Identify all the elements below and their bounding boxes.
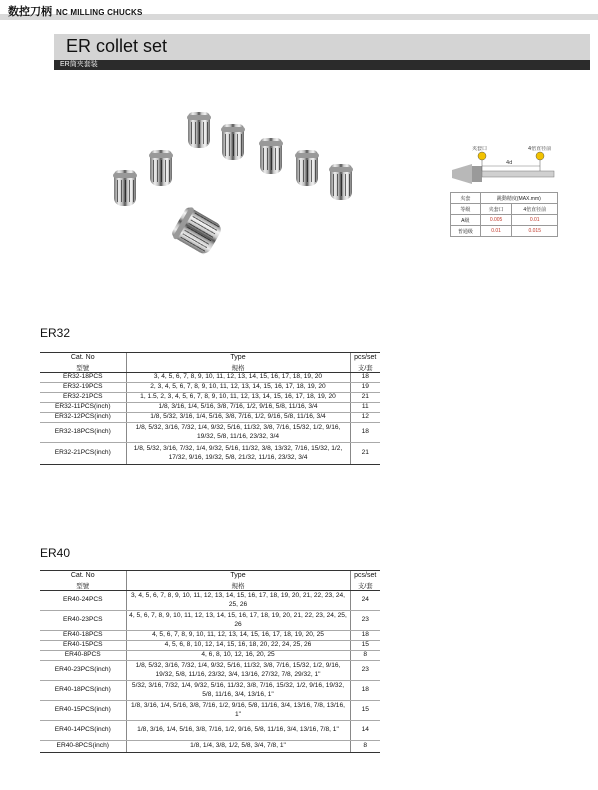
collet-image bbox=[150, 150, 172, 186]
brand-cn: 数控刀柄 bbox=[8, 6, 52, 18]
runout-value: 0.015 bbox=[512, 226, 558, 237]
page-subtitle: ER筒夹套装 bbox=[60, 61, 98, 68]
type-cell: 3, 4, 5, 6, 7, 8, 9, 10, 11, 12, 13, 14, 15, 16, 17, 18, 19, 20, 21, 22, 23, 24, 25, 26 bbox=[126, 591, 350, 611]
type-cell: 2, 3, 4, 5, 6, 7, 8, 9, 10, 11, 12, 13, 14, 15, 16, 17, 18, 19, 20 bbox=[126, 383, 350, 393]
type-header-cn: 規格 bbox=[126, 363, 350, 373]
cat-no-cell: ER32-21PCS bbox=[40, 393, 126, 403]
type-cell: 1/8, 1/4, 3/8, 1/2, 5/8, 3/4, 7/8, 1" bbox=[126, 741, 350, 753]
cat-no-header-cn: 型號 bbox=[40, 363, 126, 373]
type-cell: 5/32, 3/16, 7/32, 1/4, 9/32, 5/16, 11/32, 3/8, 7/16, 15/32, 1/2, 9/16, 19/32, 5/8, 11/16, 3/4, 13/16, 1" bbox=[126, 681, 350, 701]
pcs-cell: 18 bbox=[350, 373, 380, 383]
pcs-cell: 24 bbox=[350, 591, 380, 611]
pcs-cell: 21 bbox=[350, 393, 380, 403]
cat-no-header: Cat. No bbox=[40, 353, 126, 363]
pcs-header: pcs/set bbox=[350, 353, 380, 363]
four-d-label: 4d bbox=[506, 160, 513, 166]
table-row bbox=[40, 631, 380, 641]
collet-image bbox=[222, 124, 244, 160]
table-row bbox=[40, 383, 380, 393]
cat-no-cell: ER32-11PCS(inch) bbox=[40, 403, 126, 413]
table-row bbox=[40, 651, 380, 661]
runout-col-header: 夹套 bbox=[451, 193, 481, 204]
type-cell: 1/8, 3/16, 1/4, 5/16, 3/8, 7/16, 1/2, 9/16, 5/8, 11/16, 3/4 bbox=[126, 403, 350, 413]
table-row bbox=[40, 681, 380, 701]
type-cell: 1/8, 5/32, 3/16, 7/32, 1/4, 9/32, 5/16, 11/32, 3/8, 7/16, 15/32, 1/2, 9/16, 19/32, 5/8, 11/16, 23/32, 3/4 bbox=[126, 423, 350, 443]
table-row bbox=[40, 423, 380, 443]
cat-no-cell: ER40-18PCS bbox=[40, 631, 126, 641]
runout-value: 0.01 bbox=[512, 215, 558, 226]
cat-no-cell: ER32-18PCS bbox=[40, 373, 126, 383]
grade-label: 等级 bbox=[451, 204, 481, 215]
type-cell: 4, 5, 6, 8, 10, 12, 14, 15, 16, 18, 20, 22, 24, 25, 26 bbox=[126, 641, 350, 651]
table-row bbox=[40, 661, 380, 681]
runout-value: 0.01 bbox=[480, 226, 512, 237]
tool-holder-sketch bbox=[450, 146, 598, 192]
four-dia-label: 4倍直径前 bbox=[528, 146, 552, 152]
brand-label bbox=[8, 3, 143, 19]
cat-no-cell: ER32-19PCS bbox=[40, 383, 126, 393]
cat-no-cell: ER40-15PCS bbox=[40, 641, 126, 651]
collet-image bbox=[260, 138, 282, 174]
type-cell: 1, 1.5, 2, 3, 4, 5, 6, 7, 8, 9, 10, 11, 12, 13, 14, 15, 16, 17, 18, 19, 20 bbox=[126, 393, 350, 403]
table-row bbox=[40, 403, 380, 413]
er40-section-title: ER40 bbox=[40, 546, 71, 560]
grade-name: A级 bbox=[451, 215, 481, 226]
pcs-cell: 18 bbox=[350, 631, 380, 641]
collet-image bbox=[330, 164, 352, 200]
collet-image bbox=[296, 150, 318, 186]
table-row bbox=[40, 721, 380, 741]
type-header: Type bbox=[126, 571, 350, 581]
table-row bbox=[40, 701, 380, 721]
table-row bbox=[40, 741, 380, 753]
cat-no-cell: ER40-14PCS(inch) bbox=[40, 721, 126, 741]
table-row bbox=[40, 611, 380, 631]
table-row bbox=[40, 443, 380, 465]
table-row bbox=[40, 413, 380, 423]
er32-section-title: ER32 bbox=[40, 326, 71, 340]
pcs-cell: 18 bbox=[350, 423, 380, 443]
table-row bbox=[40, 641, 380, 651]
runout-header: 跳動精度(MAX.mm) bbox=[480, 193, 557, 204]
type-header: Type bbox=[126, 353, 350, 363]
cat-no-cell: ER32-18PCS(inch) bbox=[40, 423, 126, 443]
cat-no-cell: ER40-15PCS(inch) bbox=[40, 701, 126, 721]
cat-no-cell: ER40-8PCS bbox=[40, 651, 126, 661]
type-cell: 1/8, 5/32, 3/16, 7/32, 1/4, 9/32, 5/16, 11/32, 3/8, 13/32, 7/16, 15/32, 1/2, 17/32, 9/16, 19/32, 5/8, 21/32, 11/16, 23/32, 3/4 bbox=[126, 443, 350, 465]
pcs-header: pcs/set bbox=[350, 571, 380, 581]
er32-spec-table bbox=[40, 352, 380, 465]
pcs-cell: 15 bbox=[350, 701, 380, 721]
runout-diagram bbox=[450, 146, 598, 238]
type-cell: 4, 6, 8, 10, 12, 16, 20, 25 bbox=[126, 651, 350, 661]
runout-sub1: 夹套口 bbox=[480, 204, 512, 215]
grade-name: 普通级 bbox=[451, 226, 481, 237]
type-cell: 1/8, 5/32, 3/16, 1/4, 5/16, 3/8, 7/16, 1/2, 9/16, 5/8, 11/16, 3/4 bbox=[126, 413, 350, 423]
brand-en: NC MILLING CHUCKS bbox=[56, 8, 143, 17]
cat-no-cell: ER40-24PCS bbox=[40, 591, 126, 611]
runout-sub2: 4倍直径前 bbox=[512, 204, 558, 215]
collet-image bbox=[114, 170, 136, 206]
subtitle-bar bbox=[54, 60, 590, 70]
cat-no-cell: ER40-23PCS bbox=[40, 611, 126, 631]
type-cell: 3, 4, 5, 6, 7, 8, 9, 10, 11, 12, 13, 14, 15, 16, 17, 18, 19, 20 bbox=[126, 373, 350, 383]
pcs-header-cn: 支/套 bbox=[350, 581, 380, 591]
cat-no-cell: ER40-8PCS(inch) bbox=[40, 741, 126, 753]
pcs-cell: 8 bbox=[350, 651, 380, 661]
type-cell: 1/8, 3/16, 1/4, 5/16, 3/8, 7/16, 1/2, 9/16, 5/8, 11/16, 3/4, 13/16, 7/8, 13/16, 1" bbox=[126, 701, 350, 721]
runout-value: 0.005 bbox=[480, 215, 512, 226]
collet-image bbox=[188, 112, 210, 148]
pcs-cell: 11 bbox=[350, 403, 380, 413]
type-cell: 1/8, 5/32, 3/16, 7/32, 1/4, 9/32, 5/16, 11/32, 3/8, 7/16, 15/32, 1/2, 9/16, 19/32, 5/8, 11/16, 23/32, 3/4, 13/16, 27/32, 7/8, 29/32, 1" bbox=[126, 661, 350, 681]
collet-image bbox=[170, 206, 223, 256]
er40-spec-table bbox=[40, 570, 380, 753]
pcs-cell: 23 bbox=[350, 661, 380, 681]
pcs-cell: 14 bbox=[350, 721, 380, 741]
type-cell: 4, 5, 6, 7, 8, 9, 10, 11, 12, 13, 14, 15, 16, 17, 18, 19, 20, 25 bbox=[126, 631, 350, 641]
top-header bbox=[0, 0, 598, 22]
runout-table bbox=[450, 192, 558, 237]
cat-no-header: Cat. No bbox=[40, 571, 126, 581]
pcs-cell: 12 bbox=[350, 413, 380, 423]
pcs-cell: 8 bbox=[350, 741, 380, 753]
pcs-cell: 23 bbox=[350, 611, 380, 631]
table-row bbox=[40, 373, 380, 383]
page-title: ER collet set bbox=[66, 36, 168, 56]
cat-no-cell: ER32-21PCS(inch) bbox=[40, 443, 126, 465]
pcs-cell: 19 bbox=[350, 383, 380, 393]
clamp-mouth-label: 夹套口 bbox=[472, 146, 488, 152]
type-cell: 4, 5, 6, 7, 8, 9, 10, 11, 12, 13, 14, 15, 16, 17, 18, 19, 20, 21, 22, 23, 24, 25, 26 bbox=[126, 611, 350, 631]
cat-no-header-cn: 型號 bbox=[40, 581, 126, 591]
pcs-cell: 15 bbox=[350, 641, 380, 651]
table-row bbox=[40, 393, 380, 403]
cat-no-cell: ER40-23PCS(inch) bbox=[40, 661, 126, 681]
table-row bbox=[40, 591, 380, 611]
pcs-header-cn: 支/套 bbox=[350, 363, 380, 373]
cat-no-cell: ER32-12PCS(inch) bbox=[40, 413, 126, 423]
pcs-cell: 18 bbox=[350, 681, 380, 701]
cat-no-cell: ER40-18PCS(inch) bbox=[40, 681, 126, 701]
title-block bbox=[54, 34, 590, 70]
type-header-cn: 規格 bbox=[126, 581, 350, 591]
type-cell: 1/8, 3/16, 1/4, 5/16, 3/8, 7/16, 1/2, 9/16, 5/8, 11/16, 3/4, 13/16, 7/8, 1" bbox=[126, 721, 350, 741]
pcs-cell: 21 bbox=[350, 443, 380, 465]
collet-set-photo bbox=[100, 100, 380, 260]
